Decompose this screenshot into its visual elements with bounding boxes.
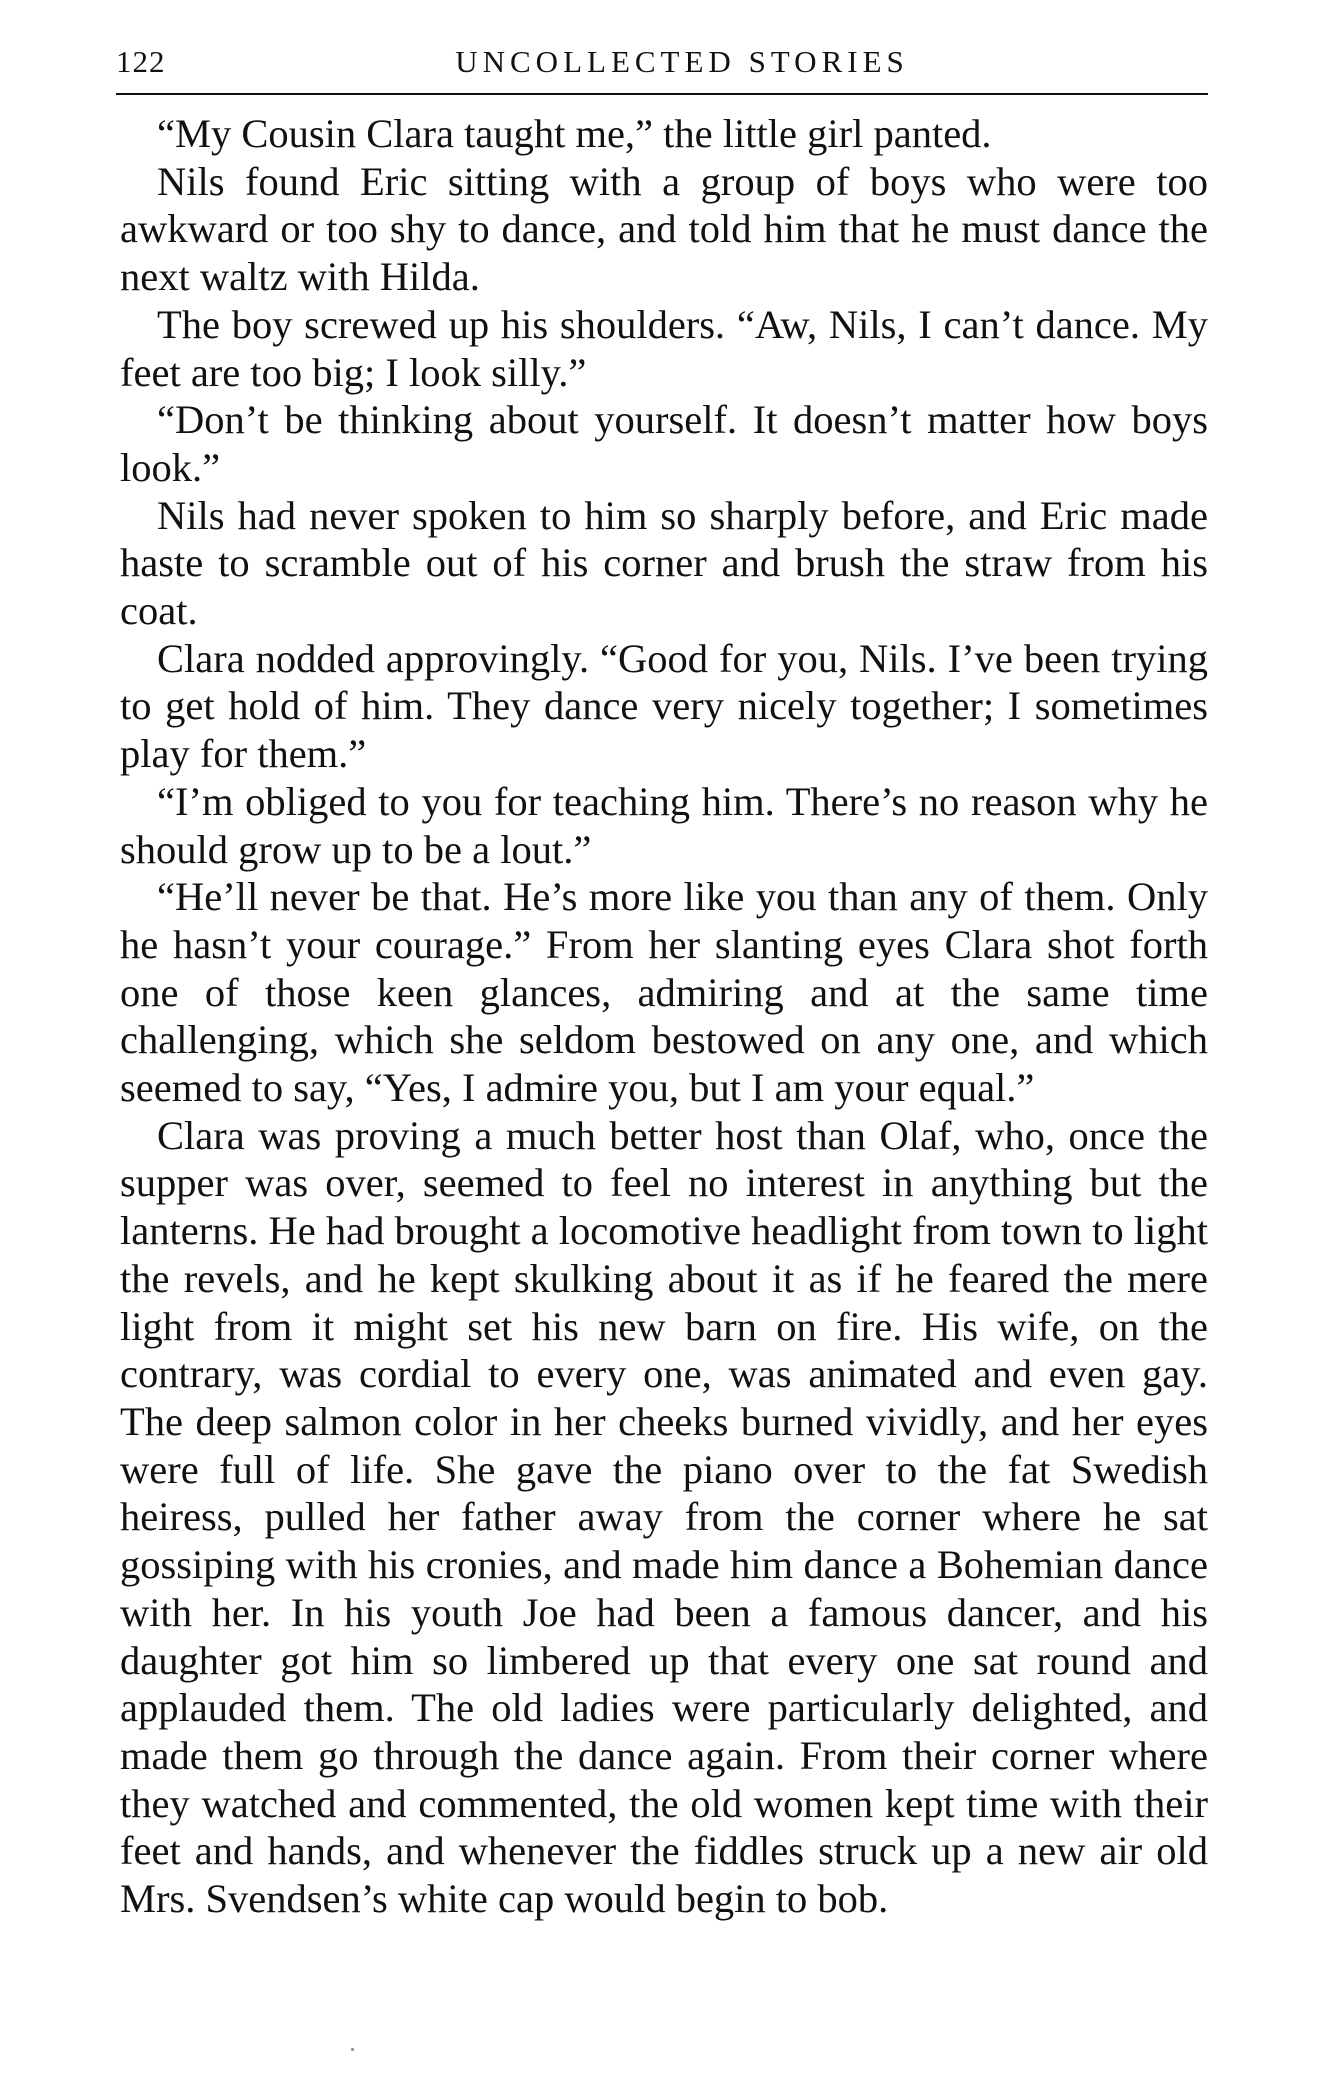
body-text xyxy=(120,110,1208,1923)
ink-speck xyxy=(351,2048,354,2051)
paragraph: Clara nodded approvingly. “Good for you, Nils. I’ve been trying to get hold of him. They dance very nicely together; I sometimes play for them.” xyxy=(120,635,1208,777)
paragraph: “He’ll never be that. He’s more like you than any of them. Only he hasn’t your courage.” From her slanting eyes Clara shot forth one of those keen glances, admiring and at the same time challenging, which she seldom bestowed on any one, and which seemed to say, “Yes, I admire you, but I am your equal.” xyxy=(120,874,1208,1111)
paragraph: The boy screwed up his shoulders. “Aw, Nils, I can’t dance. My feet are too big; I look silly.” xyxy=(120,301,1208,395)
paragraph: Nils had never spoken to him so sharply before, and Eric made haste to scramble out of his corner and brush the straw from his coat. xyxy=(120,492,1208,634)
paragraph: “Don’t be thinking about yourself. It doesn’t matter how boys look.” xyxy=(120,397,1208,490)
running-title: UNCOLLECTED STORIES xyxy=(455,44,909,79)
running-head xyxy=(116,44,1208,88)
paragraph: Nils found Eric sitting with a group of boys who were too awkward or too shy to dance, and told him that he must dance the next waltz with Hilda. xyxy=(120,158,1208,300)
header-rule xyxy=(116,93,1208,95)
paragraph: “I’m obliged to you for teaching him. There’s no reason why he should grow up to be a lout.” xyxy=(120,778,1208,872)
paragraph: “My Cousin Clara taught me,” the little girl panted. xyxy=(157,111,992,156)
page-number: 122 xyxy=(116,44,166,79)
paragraph: Clara was proving a much better host than Olaf, who, once the supper was over, seemed to feel no interest in anything but the lanterns. He had brought a locomotive headlight from town to light the revels, and he kept skulking about it as if he feared the mere light from it might set his new barn on fire. His wife, on the contrary, was cordial to every one, was animated and even gay. The deep salmon color in her cheeks burned vividly, and her eyes were full of life. She gave the piano over to the fat Swedish heiress, pulled her father away from the corner where he sat gossiping with his cronies, and made him dance a Bohemian dance with her. In his youth Joe had been a famous dancer, and his daughter got him so limbered up that every one sat round and applauded them. The old ladies were particularly delighted, and made them go through the dance again. From their corner where they watched and commented, the old women kept time with their feet and hands, and whenever the fiddles struck up a new air old Mrs. Svendsen’s white cap would begin to bob. xyxy=(120,1112,1208,1922)
